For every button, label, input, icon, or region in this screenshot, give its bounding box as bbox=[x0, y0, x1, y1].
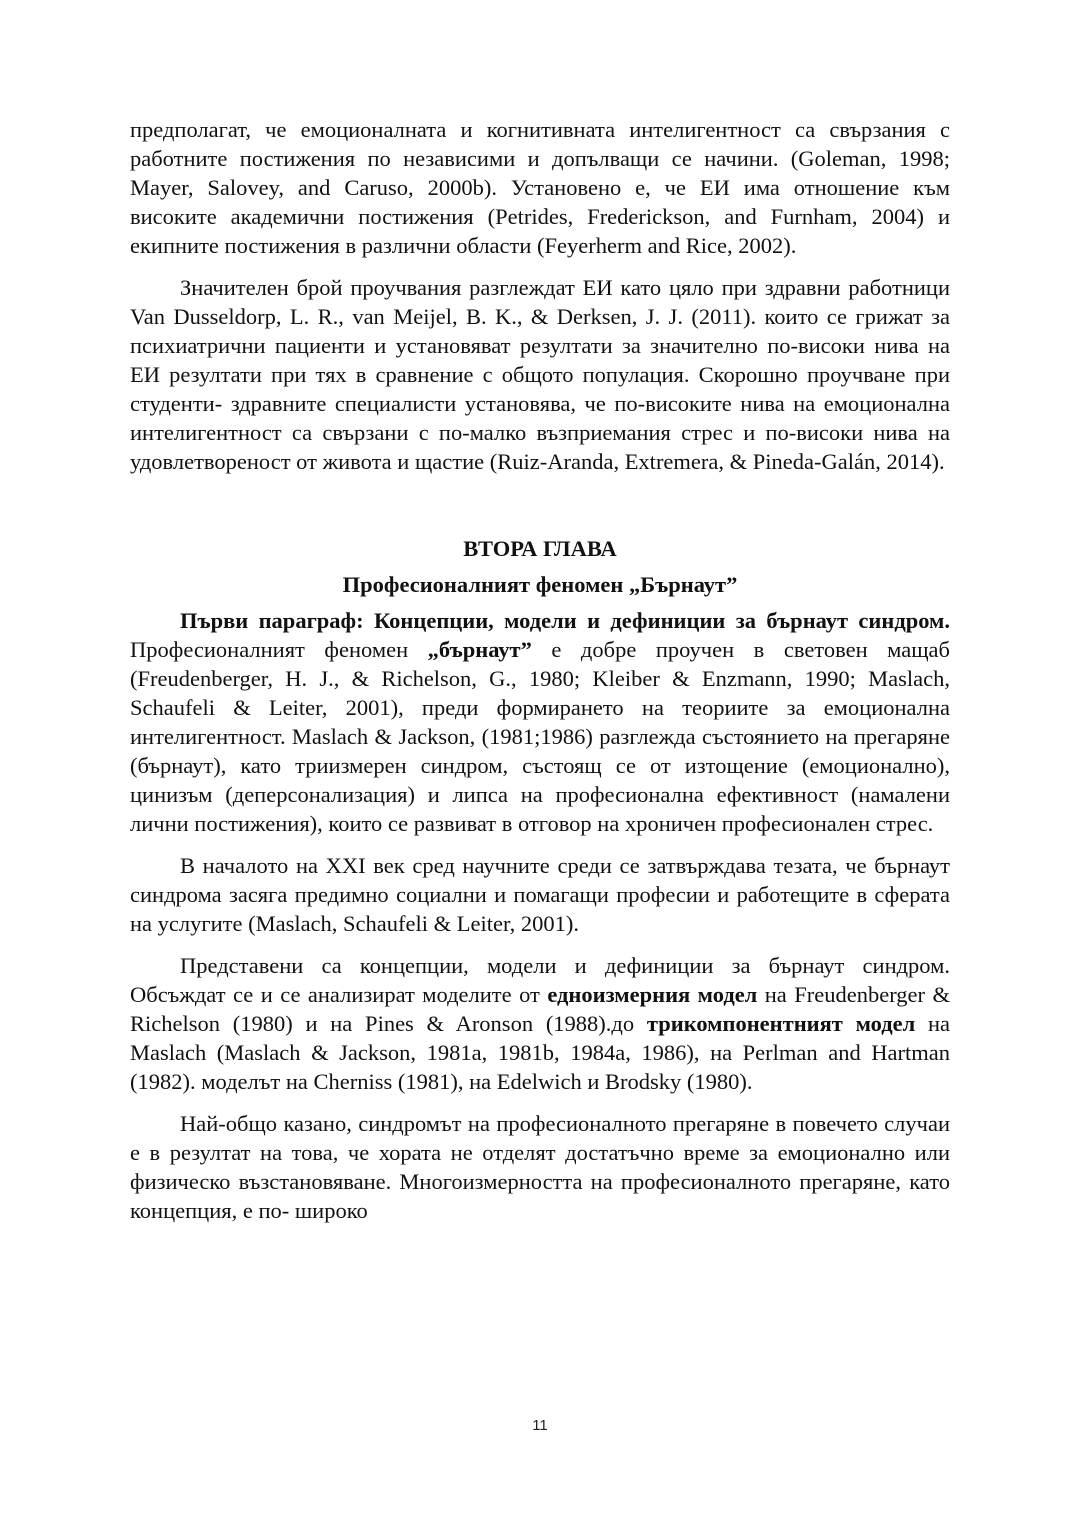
document-page bbox=[130, 115, 950, 1225]
paragraph-1: предполагат, че емоционалната и когнитивната интелигентност са свързания с работните постижения по независими и допълващи се начини. (Goleman, 1998; Mayer, Salovey, and Caruso, 2000b). Установено е, че ЕИ има отношение към високите академични постижения (Petrides, Frederickson, and Furnham, 2004) и екипните постижения в различни области (Feyerherm and Rice, 2002). bbox=[130, 117, 950, 258]
paragraph-6: Най-общо казано, синдромът на професионалното прегаряне в повечето случаи е в резултат на това, че хората не отделят достатъчно време за емоционално или физическо възстановяване. Многоизмерността на професионалното прегаряне, като концепция, е по- широко bbox=[130, 1111, 950, 1223]
paragraph-text: е добре проучен в световен мащаб (Freudenberger, H. J., & Richelson, G., 1980; Kleiber & Enzmann, 1990; Maslach, Schaufeli & Leiter, 2001), преди формирането на теориите за емоционална интелигентност. Maslach & Jackson, (1981;1986) разглежда състоянието на прегаряне (бърнаут), като триизмерен синдром, състоящ се от изтощение (емоционално), цинизъм (деперсонализация) и липса на професионална ефективност (намалени лични постижения), които се развиват в отговор на хроничен професионален стрес. bbox=[130, 637, 950, 836]
paragraph-text: Професионалният феномен bbox=[130, 637, 428, 662]
page-number: 11 bbox=[532, 1417, 548, 1434]
paragraph-text: Представени са концепции, модели и дефиниции за бърнаут синдром. Обсъждат се и се анализират моделите от bbox=[130, 953, 950, 1007]
chapter-title: ВТОРА ГЛАВА bbox=[463, 536, 617, 561]
bold-term: едноизмерния модел bbox=[547, 982, 758, 1007]
section-heading: Първи параграф: Концепции, модели и дефиниции за бърнаут синдром. bbox=[180, 608, 950, 633]
paragraph-section-1 bbox=[130, 606, 950, 838]
paragraph-2: Значителен брой проучвания разглеждат ЕИ като цяло при здравни работници Van Dusseldorp, L. R., van Meijel, B. K., & Derksen, J. J. (2011). които се грижат за психиатрични пациенти и установяват резултати за значително по-високи нива на ЕИ резултати при тях в сравнение с общото популация. Скорошно проучване при студенти- здравните специалисти установява, че по-високите нива на емоционална интелигентност са свързани с по-малко възприемания стрес и по-високи нива на удовлетвореност от живота и щастие (Ruiz-Aranda, Extremera, & Pineda-Galán, 2014). bbox=[130, 275, 950, 474]
paragraph-4: В началото на XXI век сред научните среди се затвърждава тезата, че бърнаут синдрома засяга предимно социални и помагащи професии и работещите в сферата на услугите (Maslach, Schaufeli & Leiter, 2001). bbox=[130, 853, 950, 936]
bold-term: „бърнаут” bbox=[427, 637, 532, 662]
paragraph-5 bbox=[130, 951, 950, 1096]
paragraph-text: на Freudenberger & Richelson (1980) и на Pines & Aronson (1988).до bbox=[130, 982, 950, 1036]
bold-term: трикомпонентният модел bbox=[646, 1011, 916, 1036]
paragraph-text: на Maslach (Maslach & Jackson, 1981a, 1981b, 1984a, 1986), на Perlman and Hartman (1982). моделът на Cherniss (1981), на Edelwich и Brodsky (1980). bbox=[130, 1011, 950, 1094]
chapter-subtitle: Професионалният феномен „Бърнаут” bbox=[342, 572, 738, 597]
